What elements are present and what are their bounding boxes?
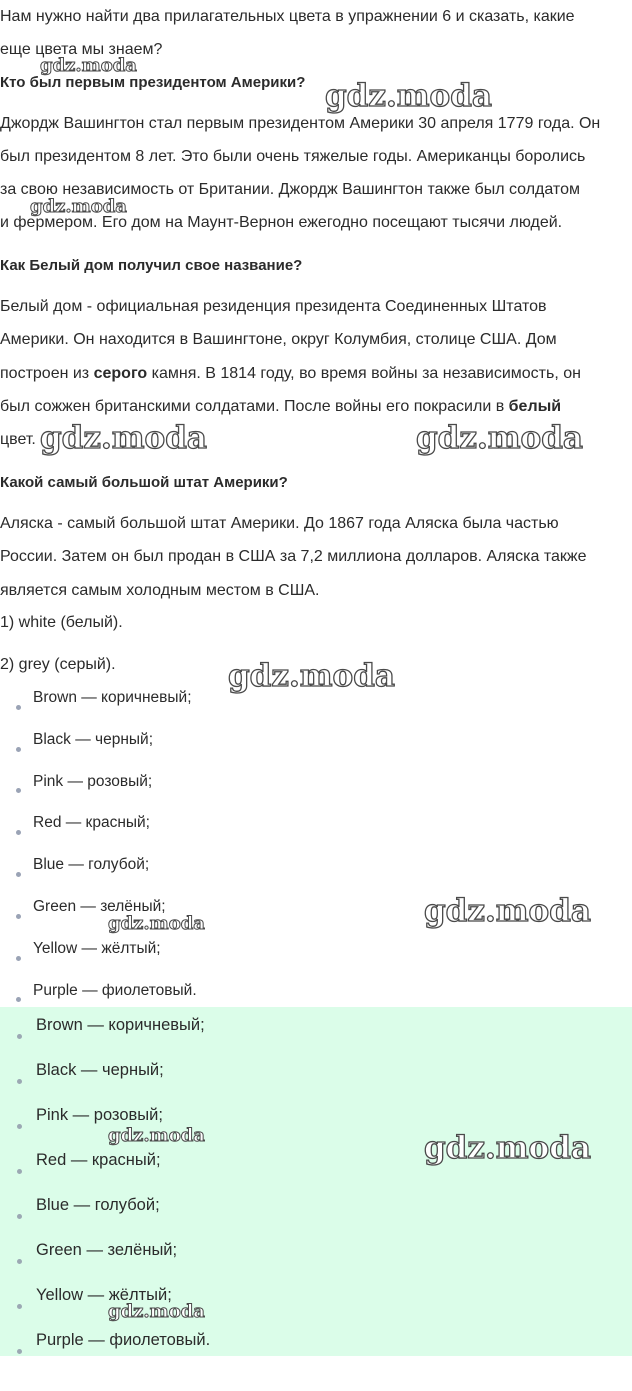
bullet-icon bbox=[16, 747, 21, 752]
list-item-text: Yellow — жёлтый; bbox=[36, 1286, 172, 1304]
list-item bbox=[0, 686, 197, 728]
watermark-logo: gdz.moda bbox=[40, 420, 207, 456]
list-item bbox=[0, 728, 197, 770]
bullet-icon bbox=[16, 956, 21, 961]
q2-paragraph-line: цвет. bbox=[0, 431, 36, 448]
bullet-icon bbox=[16, 830, 21, 835]
list-item-text: Red — красный; bbox=[33, 814, 150, 832]
list-item-text: Brown — коричневый; bbox=[36, 1016, 205, 1034]
watermark-logo: gdz.moda bbox=[228, 658, 395, 694]
bullet-icon bbox=[17, 1304, 22, 1309]
question-first-president: Кто был первым президентом Америки? bbox=[0, 74, 306, 91]
colors-list bbox=[0, 686, 197, 1020]
list-item bbox=[0, 770, 197, 812]
list-item bbox=[0, 895, 197, 937]
watermark-logo: gdz.moda bbox=[424, 893, 591, 929]
list-item-text: Purple — фиолетовый. bbox=[36, 1331, 211, 1349]
list-item-text: Blue — голубой; bbox=[33, 856, 150, 874]
watermark-logo: gdz.moda bbox=[416, 420, 583, 456]
list-item bbox=[0, 1148, 210, 1193]
list-item-text: Purple — фиолетовый. bbox=[33, 981, 197, 999]
q1-paragraph-line: и фермером. Его дом на Маунт-Вернон ежегодно посещают тысячи людей. bbox=[0, 214, 563, 231]
watermark-logo: gdz.moda bbox=[424, 1130, 591, 1166]
question-largest-state: Какой самый большой штат Америки? bbox=[0, 474, 288, 491]
bullet-icon bbox=[17, 1079, 22, 1084]
intro-line-1: Нам нужно найти два прилагательных цвета в упражнении 6 и сказать, какие bbox=[0, 8, 575, 25]
bullet-icon bbox=[17, 1124, 22, 1129]
list-item-text: Green — зелёный; bbox=[36, 1241, 178, 1259]
list-item bbox=[0, 1013, 210, 1058]
list-item-text: Yellow — жёлтый; bbox=[33, 939, 161, 957]
list-item-text: Pink — розовый; bbox=[36, 1106, 163, 1124]
bullet-icon bbox=[17, 1034, 22, 1039]
list-item bbox=[0, 937, 197, 979]
q2-text: был сожжен британскими солдатами. После войны его покрасили в bbox=[0, 398, 509, 415]
watermark-logo: gdz.moda bbox=[30, 196, 127, 217]
q2-text: построен из bbox=[0, 365, 94, 382]
list-item bbox=[0, 1058, 210, 1103]
bullet-icon bbox=[16, 914, 21, 919]
bullet-icon bbox=[17, 1169, 22, 1174]
colors-list-highlighted bbox=[0, 1013, 210, 1373]
q2-paragraph-line bbox=[0, 390, 561, 423]
q2-paragraph-line bbox=[0, 357, 581, 390]
list-item-text: Red — красный; bbox=[36, 1151, 161, 1169]
watermark-logo: gdz.moda bbox=[325, 78, 492, 114]
list-item-text: Green — зелёный; bbox=[33, 897, 166, 915]
q3-paragraph-line: Аляска - самый большой штат Америки. До 1867 года Аляска была частью bbox=[0, 515, 559, 532]
question-white-house: Как Белый дом получил свое название? bbox=[0, 257, 303, 274]
bullet-icon bbox=[16, 997, 21, 1002]
bullet-icon bbox=[17, 1349, 22, 1354]
list-item-text: Black — черный; bbox=[33, 730, 153, 748]
q2-text: камня. В 1814 году, во время войны за независимость, он bbox=[147, 365, 581, 382]
bullet-icon bbox=[17, 1214, 22, 1219]
list-item-text: Blue — голубой; bbox=[36, 1196, 160, 1214]
list-item bbox=[0, 1283, 210, 1328]
list-item-text: Black — черный; bbox=[36, 1061, 164, 1079]
bullet-icon bbox=[16, 705, 21, 710]
list-item bbox=[0, 1328, 210, 1373]
q2-bold-word-white: белый bbox=[508, 398, 562, 415]
list-item bbox=[0, 1103, 210, 1148]
watermark-logo: gdz.moda bbox=[40, 55, 137, 76]
intro-line-2: еще цвета мы знаем? bbox=[0, 41, 163, 58]
list-item bbox=[0, 1238, 210, 1283]
list-item bbox=[0, 1193, 210, 1238]
list-item bbox=[0, 811, 197, 853]
list-item bbox=[0, 853, 197, 895]
bullet-icon bbox=[16, 872, 21, 877]
list-item-text: Pink — розовый; bbox=[33, 772, 153, 790]
q2-bold-word-grey: серого bbox=[93, 365, 148, 382]
bullet-icon bbox=[17, 1259, 22, 1264]
watermark-logo: gdz.moda bbox=[108, 1125, 205, 1146]
bullet-icon bbox=[16, 788, 21, 793]
q1-paragraph-line: Джордж Вашингтон стал первым президентом Америки 30 апреля 1779 года. Он bbox=[0, 115, 601, 132]
answer-1: 1) white (белый). bbox=[0, 614, 123, 631]
q2-paragraph-line: Америки. Он находится в Вашингтоне, округ Колумбия, столице США. Дом bbox=[0, 331, 557, 348]
q1-paragraph-line: был президентом 8 лет. Это были очень тяжелые годы. Американцы боролись bbox=[0, 148, 586, 165]
q3-paragraph-line: является самым холодным местом в США. bbox=[0, 582, 320, 599]
watermark-logo: gdz.moda bbox=[108, 913, 205, 934]
q3-paragraph-line: России. Затем он был продан в США за 7,2 миллиона долларов. Аляска также bbox=[0, 548, 587, 565]
q1-paragraph-line: за свою независимость от Британии. Джордж Вашингтон также был солдатом bbox=[0, 181, 580, 198]
list-item-text: Brown — коричневый; bbox=[33, 689, 192, 706]
q2-paragraph-line: Белый дом - официальная резиденция президента Соединенных Штатов bbox=[0, 298, 547, 315]
answer-2: 2) grey (серый). bbox=[0, 656, 116, 673]
watermark-logo: gdz.moda bbox=[108, 1301, 205, 1322]
